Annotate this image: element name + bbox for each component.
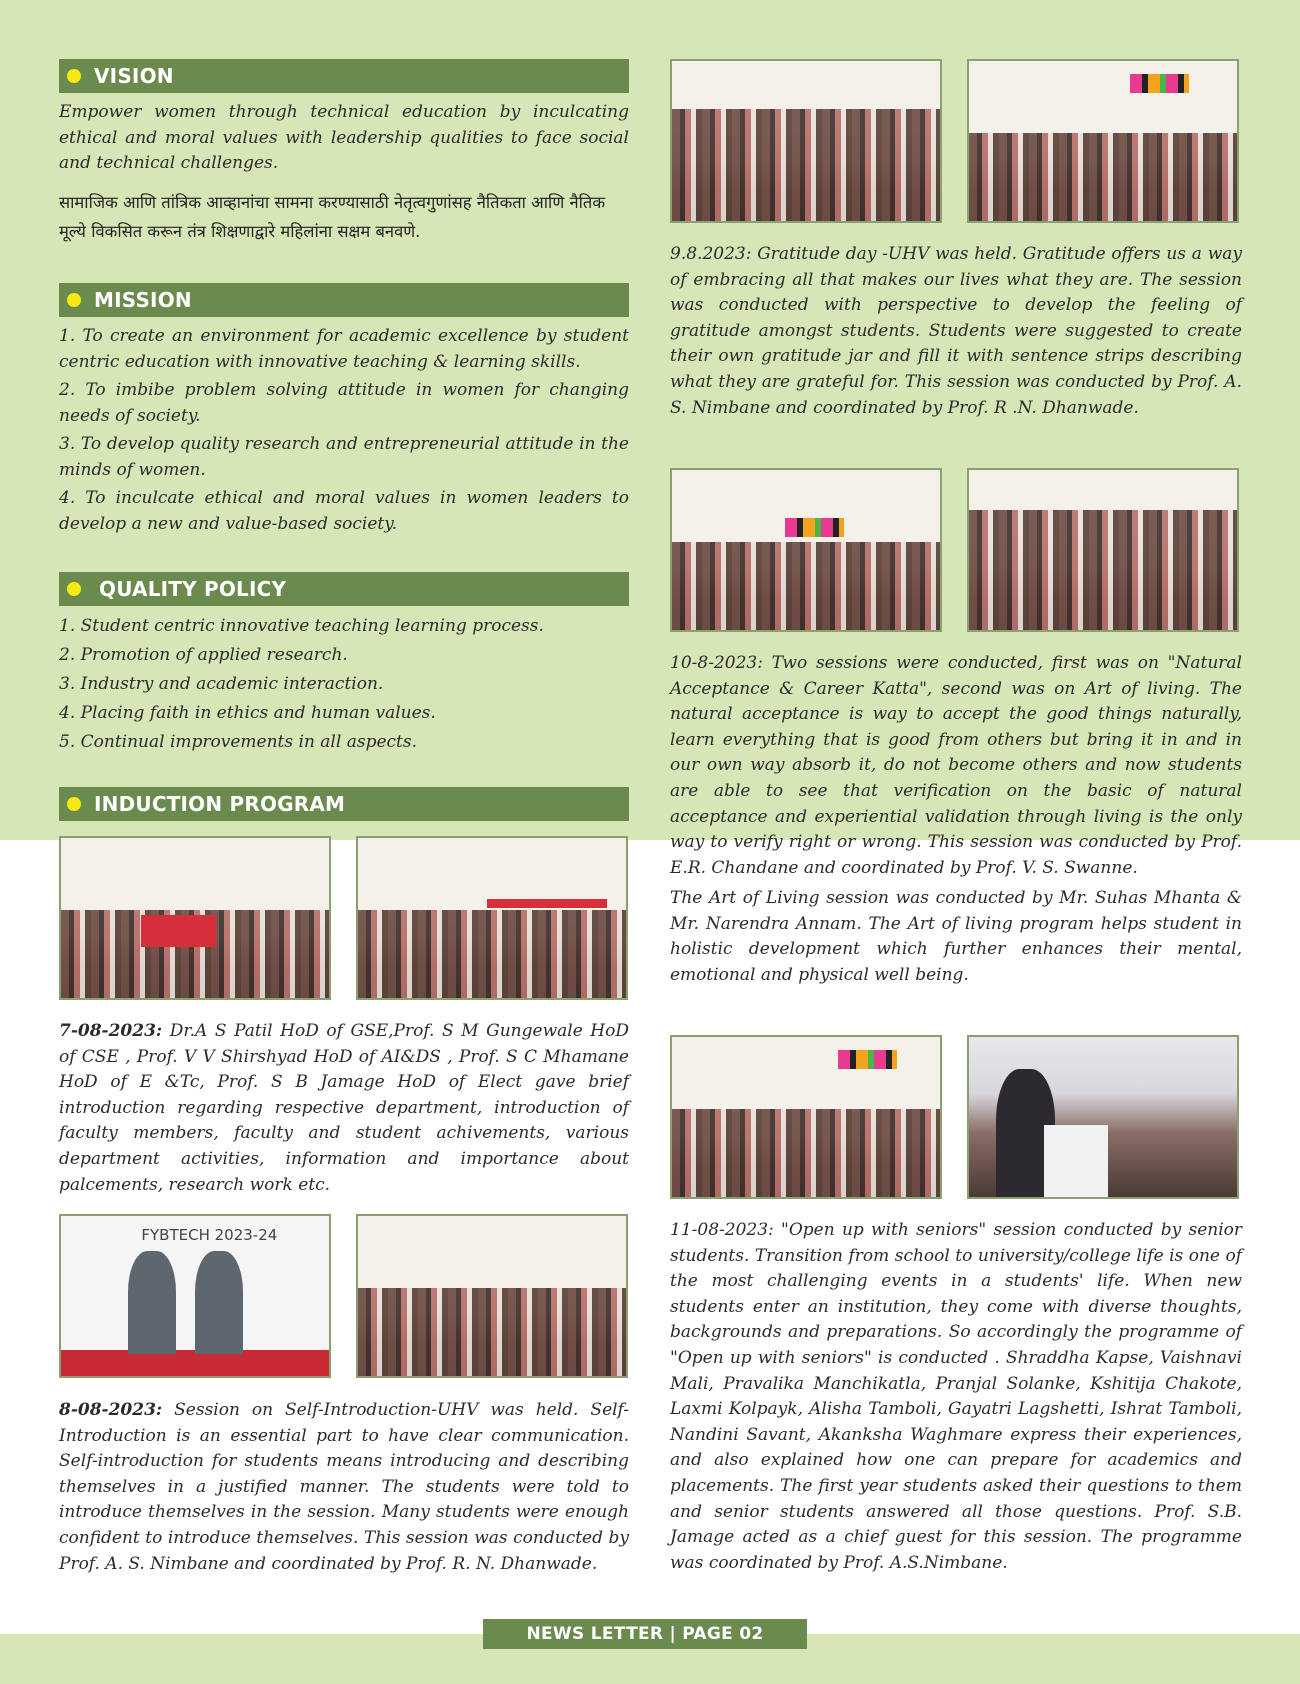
vision-marathi: सामाजिक आणि तांत्रिक आव्हानांचा सामना करण्यासाठी नेतृत्वगुणांसह नैतिकता आणि नैतिक मूल्ये विकसित करून तंत्र शिक्षणाद्वारे महिलांना सक्षम बनवणे. [59,193,605,241]
bullet-icon [67,797,81,811]
vision-heading: VISION [59,59,629,93]
event-date: 8-08-2023: [59,1400,163,1420]
natural-acceptance-text: 10-8-2023: Two sessions were conducted, first was on "Natural Acceptance & Career Katta", second was on Art of living. The natural acceptance is way to accept the good things naturally, learn everything that is good from others but bring it in and in our own way absorb it, do not become others and now students are able to see that verification on the basic of natural acceptance and experiential validation through living is the only way to verify right or wrong. This session was conducted by Prof. E.R. Chandane and coordinated by Prof. V. S. Swanne. [670,653,1242,878]
quality-item: 3. Industry and academic interaction. [59,674,384,694]
mission-list [59,324,629,540]
quality-item: 5. Continual improvements in all aspects. [59,732,417,752]
bullet-icon [67,293,81,307]
photo-natural-acceptance-audience [967,468,1239,632]
photo-gratitude-circle [670,59,942,223]
bullet-icon [67,582,81,596]
induction-heading: INDUCTION PROGRAM [59,787,629,821]
mission-item: 2. To imbibe problem solving attitude in women for changing needs of society. [59,380,629,426]
bullet-icon [67,69,81,83]
gratitude-day-text: 9.8.2023: Gratitude day -UHV was held. Gratitude offers us a way of embracing all that makes our lives what they are. The session was conducted with perspective to develop the feeling of gratitude amongst students. Students were suggested to create their own gratitude jar and fill it with sentence strips describing what they are grateful for. This session was conducted by Prof. A. S. Nimbane and coordinated by Prof. R .N. Dhanwade. [670,244,1242,418]
mission-item: 3. To develop quality research and entrepreneurial attitude in the minds of women. [59,434,629,480]
mission-heading: MISSION [59,283,629,317]
mission-item: 4. To inculcate ethical and moral values in women leaders to develop a new and value-based society. [59,488,629,534]
photo-open-up-seniors-hall [670,1035,942,1199]
quality-policy-heading: QUALITY POLICY [59,572,629,606]
mission-item: 1. To create an environment for academic excellence by student centric education with innovative teaching & learning skills. [59,326,629,372]
event-date: 7-08-2023: [59,1021,163,1041]
photo-open-up-seniors-speaker [967,1035,1239,1199]
photo-lamp-lighting [59,836,331,1000]
board-text: FYBTECH 2023-24 [141,1225,278,1244]
quality-policy-list [59,612,629,757]
photo-self-introduction-audience [356,1214,628,1378]
open-up-seniors-text: 11-08-2023: "Open up with seniors" session conducted by senior students. Transition from school to university/college life is one of the most challenging events in a students' life. When new students enter an institution, they come with diverse thoughts, backgrounds and preparations. So accordingly the programme of "Open up with seniors" is conducted . Shraddha Kapse, Vaishnavi Mali, Pravalika Manchikatla, Pranjal Solanke, Kshitija Chakote, Laxmi Kolpayk, Alisha Tamboli, Gayatri Lagshetti, Ishrat Tamboli, Nandini Savant, Akanksha Waghmare express their experiences, and also explained how one can prepare for academics and placements. The first year students asked their questions to them and senior students answered all those questions. Prof. S.B. Jamage acted as a chief guest for this session. The programme was coordinated by Prof. A.S.Nimbane. [670,1220,1242,1573]
photo-gratitude-group [967,59,1239,223]
photo-induction-audience [356,836,628,1000]
photo-natural-acceptance-hall [670,468,942,632]
page-footer: NEWS LETTER | PAGE 02 [483,1619,807,1649]
vision-english: Empower women through technical education by inculcating ethical and moral values with leadership qualities to face social and technical challenges. [59,102,629,174]
induction-event-2: 8-08-2023: Session on Self-Introduction-UHV was held. Self-Introduction is an essential part to have clear communication. Self-introduction for students means introducing and describing themselves in a justified manner. The students were told to introduce themselves in the session. Many students were enough confident to introduce themselves. This session was conducted by Prof. A. S. Nimbane and coordinated by Prof. R. N. Dhanwade. [59,1400,629,1574]
photo-induction-board [59,1214,331,1378]
art-of-living-text: The Art of Living session was conducted by Mr. Suhas Mhanta & Mr. Narendra Annam. The Art of living program helps student in holistic development which further enhances their mental, emotional and physical well being. [670,888,1242,985]
quality-item: 1. Student centric innovative teaching learning process. [59,616,544,636]
quality-item: 2. Promotion of applied research. [59,645,348,665]
quality-item: 4. Placing faith in ethics and human values. [59,703,436,723]
induction-event-1: 7-08-2023: Dr.A S Patil HoD of GSE,Prof. S M Gungewale HoD of CSE , Prof. V V Shirshyad HoD of AI&DS , Prof. S C Mhamane HoD of E &Tc, Prof. S B Jamage HoD of Elect gave brief introduction regarding respective department, introduction of faculty members, faculty and student achivements, various department activities, information and importance about palcements, research work etc. [59,1021,629,1195]
